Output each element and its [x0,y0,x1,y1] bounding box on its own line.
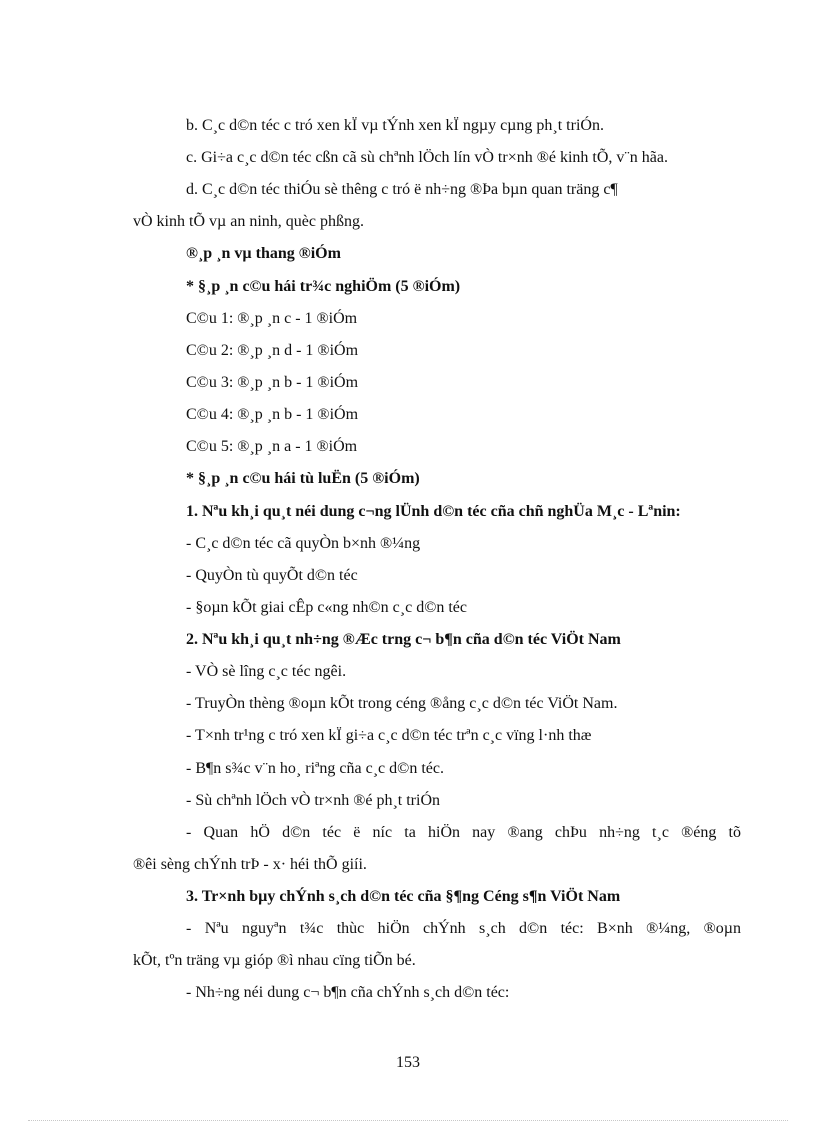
answer-line: C©u 2: ®¸p ¸n d - 1 ®iÓm [186,342,359,359]
section-heading: * §¸p ¸n c©u hái tù luËn (5 ®iÓm) [186,470,420,487]
question-heading: 1. Nªu kh¸i qu¸t néi dung c¬ng lÜnh d©n téc cña chñ nghÜa M¸c - Lªnin: [186,503,681,520]
text-line: c. Gi÷a c¸c d©n téc cßn cã sù chªnh lÖch lín vÒ tr×nh ®é kinh tÕ, v¨n hãa. [186,149,668,166]
bullet-item: - §oµn kÕt giai cÊp c«ng nh©n c¸c d©n téc [186,599,468,616]
answer-line: C©u 5: ®¸p ¸n a - 1 ®iÓm [186,438,358,455]
section-heading: * §¸p ¸n c©u hái tr¾c nghiÖm (5 ®iÓm) [186,278,461,295]
answer-line: C©u 3: ®¸p ¸n b - 1 ®iÓm [186,374,359,391]
bullet-item: - VÒ sè lîng c¸c téc ngêi. [186,663,347,680]
bullet-item: - C¸c d©n téc cã quyÒn b×nh ®¼ng [186,535,421,552]
bullet-item: - Quan hÖ d©n téc ë níc ta hiÖn nay ®ang chÞu nh÷ng t¸c ®éng tõ [186,824,741,841]
answer-line: C©u 1: ®¸p ¸n c - 1 ®iÓm [186,310,358,327]
bullet-item: - Sù chªnh lÖch vÒ tr×nh ®é ph¸t triÓn [186,792,440,809]
bullet-item: - TruyÒn thèng ®oµn kÕt trong céng ®ång c¸c d©n téc ViÖt Nam. [186,695,618,712]
bullet-item: - QuyÒn tù quyÕt d©n téc [186,567,358,584]
answer-line: C©u 4: ®¸p ¸n b - 1 ®iÓm [186,406,359,423]
bullet-item: - B¶n s¾c v¨n ho¸ riªng cña c¸c d©n téc. [186,760,444,777]
text-line: ®êi sèng chÝnh trÞ - x· héi thÕ giíi. [133,856,367,873]
page-number: 153 [396,1054,420,1071]
bullet-item: - T×nh tr¹ng c tró xen kÏ gi÷a c¸c d©n téc trªn c¸c vïng l·nh thæ [186,727,592,744]
section-heading: ®¸p ¸n vµ thang ®iÓm [186,245,341,262]
bullet-item: - Nªu nguyªn t¾c thùc hiÖn chÝnh s¸ch d©n téc: B×nh ®¼ng, ®oµn [186,920,741,937]
text-line: d. C¸c d©n téc thiÓu sè thêng c tró ë nh÷ng ®Þa bµn quan träng c¶ [186,181,618,198]
text-line: b. C¸c d©n téc c tró xen kÏ vµ tÝnh xen kÏ ngµy cµng ph¸t triÓn. [186,117,604,134]
question-heading: 2. Nªu kh¸i qu¸t nh÷ng ®Æc trng c¬ b¶n cña d©n téc ViÖt Nam [186,631,621,648]
footer-divider [28,1120,788,1121]
bullet-item: - Nh÷ng néi dung c¬ b¶n cña chÝnh s¸ch d©n téc: [186,984,510,1001]
text-line: vÒ kinh tÕ vµ an ninh, quèc phßng. [133,213,364,230]
text-line: kÕt, tºn träng vµ gióp ®ì nhau cïng tiÕn bé. [133,952,416,969]
question-heading: 3. Tr×nh bµy chÝnh s¸ch d©n téc cña §¶ng Céng s¶n ViÖt Nam [186,888,621,905]
